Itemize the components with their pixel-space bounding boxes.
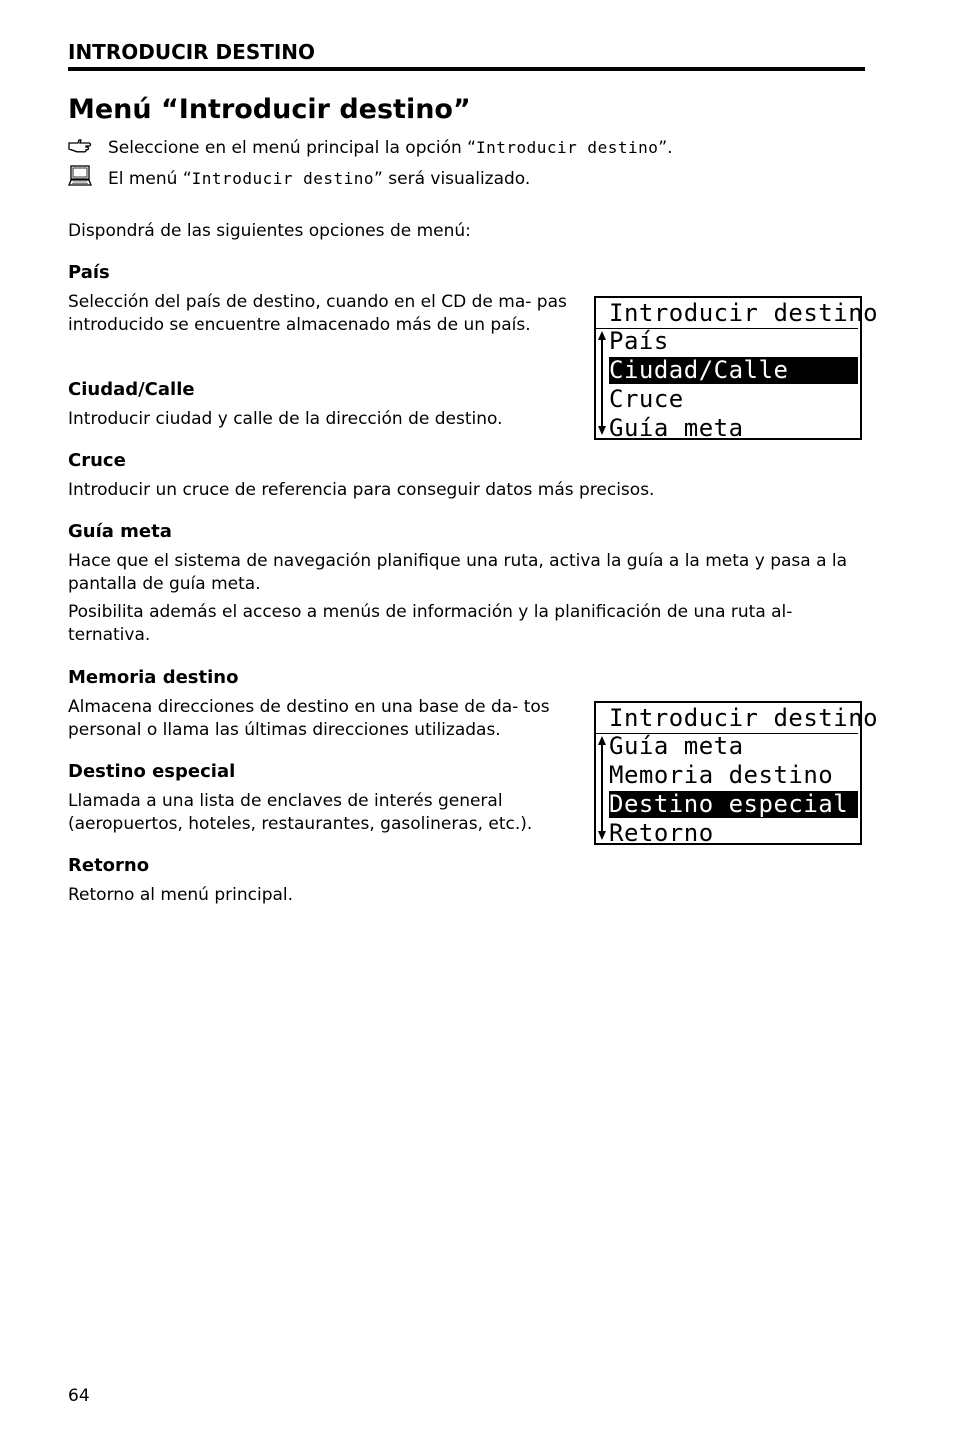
screen-title: Introducir destino — [596, 703, 858, 734]
heading-guia-meta: Guía meta — [68, 521, 172, 542]
step2-menu-name: Introducir destino — [191, 169, 375, 188]
menu-item-memoria-destino: Memoria destino — [609, 761, 834, 789]
text-destino-especial: Llamada a una lista de enclaves de interés general (aeropuertos, hoteles, restaurantes, gasolineras, etc.). — [68, 791, 533, 834]
text-cruce: Introducir un cruce de referencia para conseguir datos más precisos. — [68, 480, 655, 500]
heading-cruce: Cruce — [68, 450, 126, 471]
step1-menu-name: Introducir destino — [475, 138, 659, 157]
menu-item-guia-meta: Guía meta — [609, 732, 744, 760]
menu-item-guia-meta: Guía meta — [609, 414, 744, 442]
text-ciudad-calle: Introducir ciudad y calle de la dirección de destino. — [68, 409, 503, 429]
menu-item-destino-especial-selected: Destino especial — [609, 791, 858, 818]
scrollbar — [598, 736, 606, 840]
text-pais: Selección del país de destino, cuando en el CD de ma- pas introducido se encuentre almacenado más de un país. — [68, 292, 567, 335]
scroll-down-arrow-icon — [598, 426, 606, 435]
section-header: INTRODUCIR DESTINO — [68, 40, 865, 71]
heading-ciudad-calle: Ciudad/Calle — [68, 379, 195, 400]
step1-prefix: Seleccione en el menú principal la opción “ — [108, 137, 476, 158]
text-guia-meta-2: Posibilita además el acceso a menús de información y la planificación de una ruta al- ternativa. — [68, 602, 793, 645]
pointing-hand-icon — [68, 137, 108, 158]
step2-prefix: El menú “ — [108, 168, 192, 189]
page-number: 64 — [68, 1386, 90, 1406]
step1-suffix: ”. — [658, 137, 673, 158]
display-screen-icon — [68, 165, 108, 192]
display-note — [68, 165, 530, 192]
heading-pais: País — [68, 262, 110, 283]
scrollbar — [598, 331, 606, 435]
heading-retorno: Retorno — [68, 855, 150, 876]
screen-title: Introducir destino — [596, 298, 858, 329]
heading-destino-especial: Destino especial — [68, 761, 236, 782]
menu-item-retorno: Retorno — [609, 819, 714, 847]
text-retorno: Retorno al menú principal. — [68, 885, 294, 905]
step2-suffix: ” será visualizado. — [374, 168, 531, 189]
text-guia-meta-1: Hace que el sistema de navegación planifique una ruta, activa la guía a la meta y pasa a la pantalla de guía meta. — [68, 551, 848, 594]
scroll-down-arrow-icon — [598, 831, 606, 840]
text-memoria-destino: Almacena direcciones de destino en una base de da- tos personal o llama las últimas direcciones utilizadas. — [68, 697, 550, 740]
heading-memoria-destino: Memoria destino — [68, 667, 239, 688]
menu-item-cruce: Cruce — [609, 385, 684, 413]
menu-item-ciudad-calle-selected: Ciudad/Calle — [609, 357, 858, 384]
page-title: Menú “Introducir destino” — [68, 94, 471, 125]
menu-screen-1 — [594, 296, 879, 442]
instruction-step — [68, 137, 673, 158]
intro-text: Dispondrá de las siguientes opciones de menú: — [68, 221, 471, 241]
menu-item-pais: País — [609, 327, 669, 355]
menu-screen-2 — [594, 701, 879, 847]
